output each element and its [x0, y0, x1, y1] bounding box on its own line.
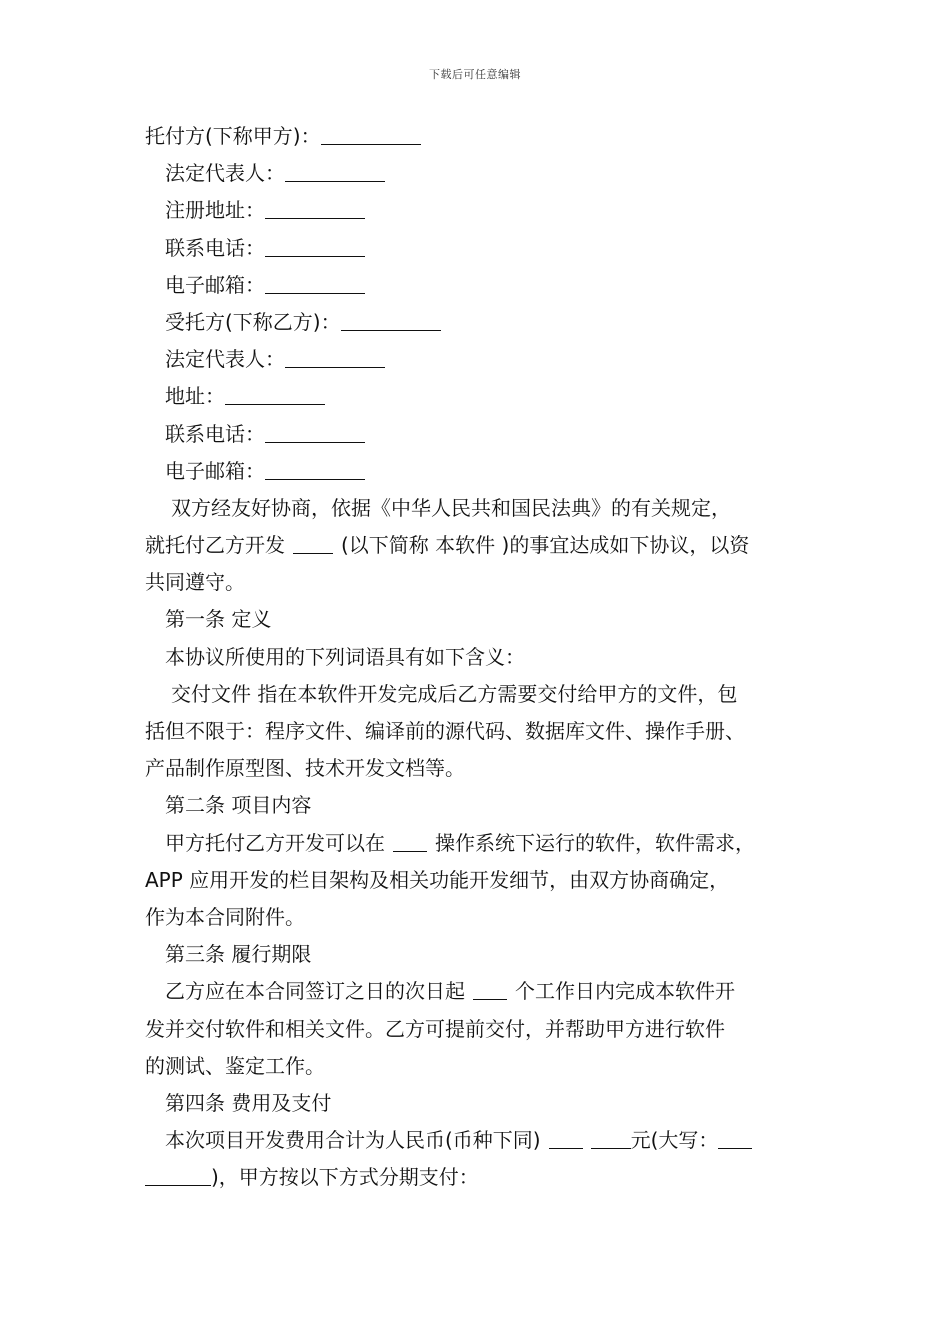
workdays-blank[interactable] [473, 979, 507, 1000]
fee-blank-2[interactable] [591, 1128, 631, 1149]
client-email-blank[interactable] [265, 273, 365, 294]
preamble-line-2-end: (以下简称 本软件 )的事宜达成如下协议，以资 [341, 533, 750, 558]
article-2-line-1-start: 甲方托付乙方开发可以在 [165, 830, 385, 855]
article-4-line-1-start: 本次项目开发费用合计为人民币(币种下同) [165, 1128, 541, 1153]
article-4-line-1 [145, 1122, 835, 1159]
preamble-line-2-start: 就托付乙方开发 [145, 533, 285, 558]
article-4-line-2 [145, 1159, 835, 1196]
article-1-line-3: 产品制作原型图、技术开发文档等。 [145, 756, 465, 781]
contractor-label: 受托方(下称乙方)： [165, 309, 341, 334]
preamble-line-3: 共同遵守。 [145, 570, 245, 595]
article-3-line-2: 发并交付软件和相关文件。乙方可提前交付，并帮助甲方进行软件 [145, 1016, 725, 1041]
client-email-label: 电子邮箱： [165, 272, 265, 297]
software-name-blank[interactable] [293, 533, 333, 554]
article-2-title: 第二条 项目内容 [165, 793, 312, 818]
article-1-line-2: 括但不限于：程序文件、编译前的源代码、数据库文件、操作手册、 [145, 719, 745, 743]
client-blank[interactable] [321, 124, 421, 145]
contractor-address-label: 地址： [165, 384, 225, 409]
contract-body [145, 118, 835, 1196]
article-3-title: 第三条 履行期限 [165, 942, 312, 967]
fee-capital-blank-2[interactable] [145, 1165, 211, 1186]
article-3-line-1 [145, 973, 835, 1010]
client-email-line [145, 267, 835, 304]
article-1-title: 第一条 定义 [165, 607, 272, 632]
contractor-phone-label: 联系电话： [165, 421, 265, 446]
client-phone-blank[interactable] [265, 236, 365, 257]
contractor-line [145, 304, 835, 341]
client-address-label: 注册地址： [165, 198, 265, 223]
page-header-note: 下载后可任意编辑 [429, 68, 521, 81]
client-rep-label: 法定代表人： [165, 161, 285, 186]
client-phone-line [145, 230, 835, 267]
client-label: 托付方(下称甲方)： [145, 124, 321, 148]
contractor-email-blank[interactable] [265, 459, 365, 480]
contractor-rep-line [145, 341, 835, 378]
client-rep-blank[interactable] [285, 161, 385, 182]
article-4-title: 第四条 费用及支付 [165, 1090, 332, 1115]
contractor-phone-blank[interactable] [265, 422, 365, 443]
article-3-line-3: 的测试、鉴定工作。 [145, 1053, 325, 1078]
contractor-email-line [145, 453, 835, 490]
article-2-line-3: 作为本合同附件。 [145, 904, 305, 929]
client-phone-label: 联系电话： [165, 235, 265, 260]
article-3-line-1-start: 乙方应在本合同签订之日的次日起 [165, 979, 465, 1004]
os-blank[interactable] [393, 831, 427, 852]
article-2-line-2: APP 应用开发的栏目架构及相关功能开发细节，由双方协商确定， [145, 867, 730, 892]
client-address-line [145, 192, 835, 229]
article-4-line-2-end: )，甲方按以下方式分期支付： [211, 1165, 479, 1190]
fee-capital-blank-1[interactable] [718, 1128, 752, 1149]
contractor-phone-line [145, 416, 835, 453]
client-rep-line [145, 155, 835, 192]
article-2-line-1-end: 操作系统下运行的软件，软件需求， [435, 830, 755, 855]
contractor-address-blank[interactable] [225, 384, 325, 405]
preamble-line-1: 双方经友好协商，依据《中华人民共和国民法典》的有关规定， [171, 495, 731, 520]
contractor-blank[interactable] [341, 310, 441, 331]
client-address-blank[interactable] [265, 198, 365, 219]
article-1-line-1: 交付文件 指在本软件开发完成后乙方需要交付给甲方的文件，包 [171, 681, 738, 706]
preamble-line-2 [145, 527, 835, 564]
client-line [145, 118, 835, 155]
article-3-line-1-end: 个工作日内完成本软件开 [515, 979, 735, 1004]
contractor-email-label: 电子邮箱： [165, 458, 265, 483]
contractor-rep-blank[interactable] [285, 347, 385, 368]
fee-blank-1[interactable] [549, 1128, 583, 1149]
contractor-rep-label: 法定代表人： [165, 347, 285, 372]
article-4-line-1-end: 元(大写： [630, 1128, 719, 1153]
contractor-address-line [145, 378, 835, 415]
article-2-line-1 [145, 825, 835, 862]
article-1-intro: 本协议所使用的下列词语具有如下含义： [165, 644, 525, 669]
